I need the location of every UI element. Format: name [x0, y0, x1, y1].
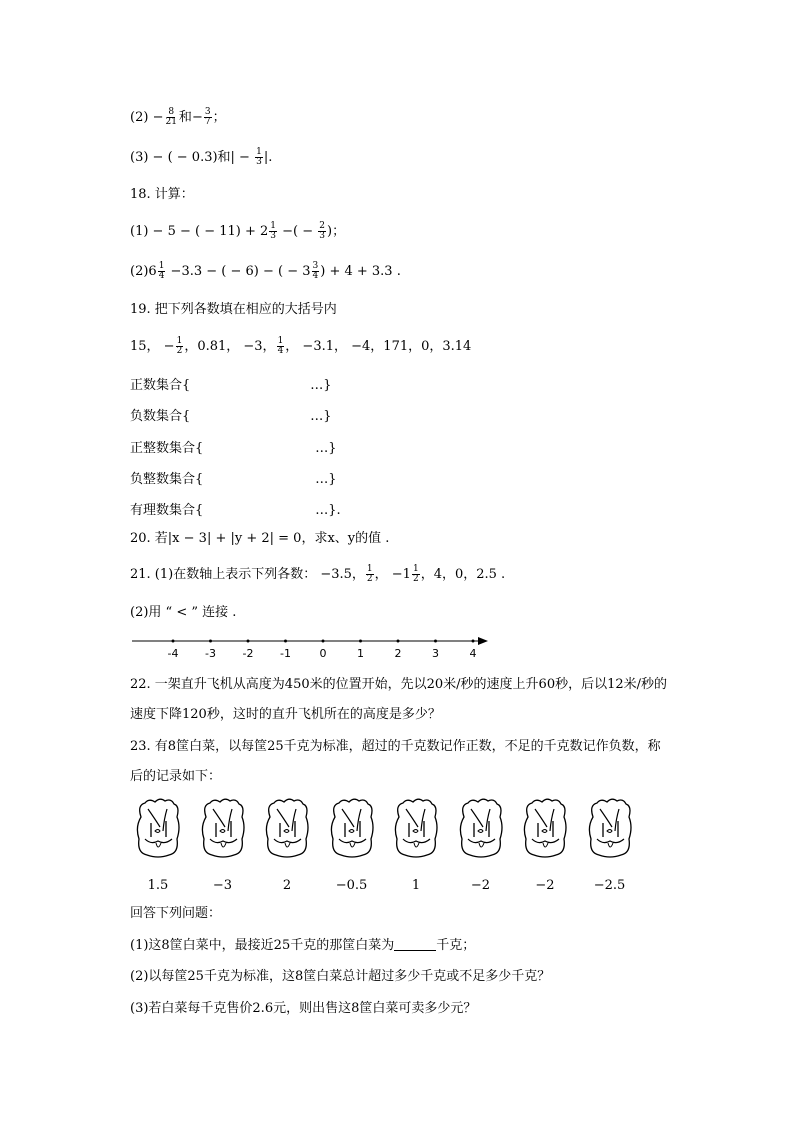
q17-part3 [130, 148, 272, 167]
mixed-fraction [412, 565, 420, 584]
axis-tick-label: 1 [357, 647, 364, 660]
set-positive [130, 374, 332, 393]
numbers-text: 15， − [130, 339, 175, 354]
numerator: 1 [366, 564, 373, 574]
mixed-fraction [312, 262, 320, 281]
expr-text: (1) − 5 − ( − 11) + 2 [130, 224, 269, 239]
numerator: 1 [176, 336, 183, 346]
axis-ticks [168, 640, 477, 661]
denominator: 4 [312, 271, 319, 281]
set-end: …} [315, 472, 337, 487]
denominator: 2 [412, 574, 419, 584]
fraction [204, 108, 212, 127]
numbers-text: ，0.81， −3， [184, 339, 276, 354]
axis-tick [284, 640, 287, 643]
expr-text: )； [327, 224, 346, 239]
expr-text: ) + 4 + 3.3 . [320, 264, 401, 279]
set-label: 有理数集合{ [130, 503, 204, 518]
and-text: 和 [178, 110, 192, 125]
set-negative [130, 405, 332, 424]
axis-tick-label: 4 [469, 647, 477, 660]
axis-tick-label: -1 [280, 647, 291, 660]
fraction [366, 565, 374, 584]
axis-tick [397, 640, 400, 643]
denominator: 3 [270, 231, 277, 241]
axis-tick [322, 640, 325, 643]
question-text: (1)这8筐白菜中，最接近25千克的那筐白菜为 [130, 938, 395, 953]
cabbage-icon [133, 797, 183, 859]
q19-numbers [130, 337, 471, 356]
axis-tick-label: 2 [394, 647, 402, 660]
cabbage-icon [198, 797, 248, 859]
cabbage-icon [262, 797, 312, 859]
q22-line2: 速度下降120秒，这时的直升飞机所在的高度是多少？ [130, 707, 441, 722]
fraction [255, 148, 263, 167]
axis-tick [172, 640, 175, 643]
cabbage-value: −0.5 [335, 878, 368, 893]
set-negative-integers [130, 468, 337, 487]
axis-tick [209, 640, 212, 643]
expr-text: (2)6 [130, 264, 157, 279]
mixed-fraction [158, 262, 166, 281]
cabbage-value: 2 [282, 878, 292, 893]
q22-line1: 22. 一架直升飞机从高度为450米的位置开始，先以20米/秒的速度上升60秒，后以12米/秒的 [130, 677, 668, 692]
axis-tick [434, 640, 437, 643]
number-line [130, 630, 490, 662]
cabbage-value: −2 [535, 878, 555, 893]
q23-question3: (3)若白菜每千克售价2.6元，则出售这8筐白菜可卖多少元？ [130, 1001, 477, 1016]
numerator: 2 [319, 221, 326, 231]
denominator: 2 [176, 346, 183, 356]
punctuation: ； [212, 110, 226, 125]
expr-text: −( − [278, 224, 318, 239]
set-end: …} [310, 409, 332, 424]
cabbage-icon [520, 797, 570, 859]
q20-text: 20. 若|x − 3| + |y + 2| = 0，求x、y的值 . [130, 531, 390, 546]
q21-part2: (2)用 “ < ” 连接 . [130, 605, 237, 620]
cabbage-icon [456, 797, 506, 859]
q18-part1 [130, 222, 345, 241]
minus-sign: − [191, 110, 203, 125]
denominator: 4 [158, 271, 165, 281]
numerator: 3 [312, 261, 319, 271]
expr-text: ， −1 [374, 567, 411, 582]
denominator: 2 [366, 574, 373, 584]
axis-tick-label: -2 [242, 647, 254, 660]
denominator: 3 [256, 157, 262, 167]
set-label: 正整数集合{ [130, 441, 204, 456]
fraction [176, 337, 184, 356]
q23-question1 [130, 937, 475, 955]
set-label: 负整数集合{ [130, 472, 204, 487]
cabbage-value: −3 [212, 878, 233, 893]
cabbage-value: 1.5 [147, 878, 169, 893]
numerator: 1 [270, 221, 277, 231]
denominator: 21 [165, 117, 177, 127]
cabbage-icon [585, 797, 635, 859]
set-end: …} [310, 378, 332, 393]
fraction [318, 222, 326, 241]
expr-text: −3.3 − ( − 6) − ( − 3 [166, 264, 311, 279]
set-positive-integers [130, 437, 337, 456]
axis-tick [359, 640, 362, 643]
cabbage-value: −2 [470, 878, 491, 893]
q21-part1 [130, 565, 505, 584]
numerator: 1 [256, 147, 262, 157]
q18-title: 18. 计算： [130, 187, 194, 202]
numerator: 1 [277, 336, 284, 346]
set-end: …} [315, 441, 337, 456]
fraction [277, 337, 285, 356]
q17-p3-text: (3) − ( − 0.3)和| − [130, 150, 255, 165]
numerator: 8 [168, 107, 175, 117]
cabbage-icon [327, 797, 377, 859]
numbers-text: ， −3.1， −4，171，0，3.14 [285, 339, 472, 354]
numerator: 3 [204, 107, 211, 117]
numerator: 1 [158, 261, 165, 271]
axis-tick-label: -3 [205, 647, 216, 660]
axis-tick-label: 0 [319, 647, 327, 660]
q17-part2 [130, 108, 226, 127]
denominator: 7 [204, 117, 211, 127]
cabbage-value: 1 [411, 878, 421, 893]
axis-arrow-icon [478, 637, 488, 645]
fraction [164, 108, 177, 127]
denominator: 3 [319, 231, 326, 241]
q23-line2: 后的记录如下： [130, 769, 222, 784]
punctuation: |. [263, 150, 273, 165]
mixed-fraction [269, 222, 277, 241]
cabbage-icon [391, 797, 441, 859]
set-rational [130, 499, 341, 518]
expr-text: ，4，0，2.5 . [420, 567, 506, 582]
denominator: 4 [277, 346, 284, 356]
numerator: 1 [412, 564, 419, 574]
cabbage-value: −2.5 [593, 878, 626, 893]
answer-title: 回答下列问题： [130, 906, 222, 921]
q23-question2: (2)以每筐25千克为标准，这8筐白菜总计超过多少千克或不足多少千克？ [130, 969, 551, 984]
axis-tick-label: -4 [167, 647, 179, 660]
axis-tick-label: 3 [432, 647, 439, 660]
q19-title: 19. 把下列各数填在相应的大括号内 [130, 302, 337, 317]
expr-text: 21. (1)在数轴上表示下列各数： −3.5， [130, 567, 365, 582]
axis-tick [247, 640, 250, 643]
question-text: 千克； [436, 938, 476, 953]
q23-line1: 23. 有8筐白菜，以每筐25千克为标准，超过的千克数记作正数，不足的千克数记作负数，称 [130, 739, 661, 754]
axis-tick [472, 640, 475, 643]
q18-part2 [130, 262, 401, 281]
set-label: 正数集合{ [130, 378, 191, 393]
minus-sign: − [152, 110, 164, 125]
answer-blank[interactable] [394, 938, 436, 951]
q17-p2-prefix: (2) [130, 110, 149, 125]
set-label: 负数集合{ [130, 409, 191, 424]
set-end: …}. [315, 503, 341, 518]
